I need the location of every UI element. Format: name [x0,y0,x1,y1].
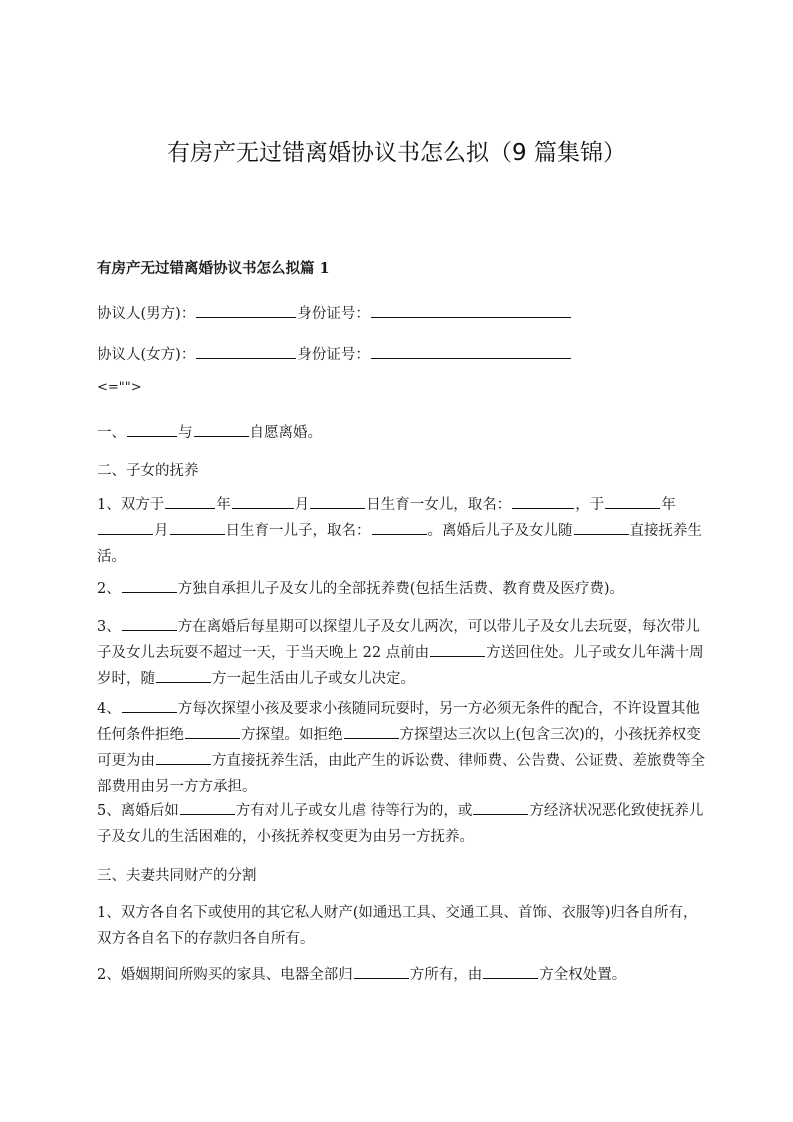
section-three-heading: 三、夫妻共同财产的分割 [97,868,257,884]
item-text: 月 [154,523,169,539]
party-female-label: 协议人(女方)： [97,347,196,363]
id-blank [371,302,571,318]
item-3 [97,614,707,692]
document-title: 有房产无过错离婚协议书怎么拟（9 篇集锦） [167,140,626,166]
item-text: 日生育一女儿，取名： [366,497,512,513]
item-5 [97,798,707,850]
item-text: 4、 [97,701,121,717]
blank [165,493,215,509]
item-text: 年 [661,497,676,513]
item-text: 5、离婚后如 [97,803,179,819]
blank [473,799,528,815]
blank [180,799,235,815]
item-text: 方在离婚后每星期可以探望儿子及女儿两次，可以带儿子及女儿去玩耍，每次带儿子及女儿去玩耍不超过一天，于当天晚上 22 点前由 [97,619,700,661]
property-item-2 [97,962,707,988]
item-text: 方每次探望小孩及要求小孩随同玩耍时，另一方必须无条件的配合，不许设置其他任何条件拒绝 [97,701,700,743]
blank [605,493,660,509]
item-text: ，于 [575,497,605,513]
clause-text: 自愿离婚。 [249,425,322,441]
item-text: 方所有，由 [409,967,483,983]
id-blank [371,343,571,359]
item-text: 方探望。如拒绝 [241,727,343,743]
blank [372,519,427,535]
clause-one [97,421,707,443]
blank [344,723,399,739]
blank [156,749,211,765]
item-text: 1、双方于 [97,497,165,513]
party-male-label: 协议人(男方)： [97,306,196,322]
blank [122,697,177,713]
item-text: 直接抚养生活。 [97,523,702,565]
section-two-heading: 二、子女的抚养 [97,463,199,479]
item-text: 2、婚姻期间所购买的家具、电器全部归 [97,967,353,983]
item-2 [97,576,707,602]
item-text: 方探望达三次以上(包含三次)的，小孩抚养权变可更为由 [97,727,701,769]
clause-text: 与 [178,425,193,441]
item-text: 。离婚后儿子及女儿随 [427,523,573,539]
item-4 [97,696,707,800]
blank [483,963,538,979]
stray-markup: <=""> [97,380,142,395]
item-text: 方全权处置。 [539,967,627,983]
property-item-1: 1、双方各自名下或使用的其它私人财产(如通迅工具、交通工具、首饰、衣服等)归各自所有，双方各自名下的存款归各自所有。 [97,905,698,947]
item-text: 方经济状况恶化致使抚养儿子及女儿的生活困难的，小孩抚养权变更为由另一方抚养。 [97,803,704,845]
blank [354,963,409,979]
blank [232,493,294,509]
id-label: 身份证号： [297,306,370,322]
item-text: 方有对儿子或女儿虐 待等行为的，或 [235,803,473,819]
blank [194,421,249,437]
party-male-line [97,302,707,324]
blank [310,493,365,509]
item-text: 2、 [97,581,121,597]
blank [170,519,225,535]
clause-text: 一、 [97,425,126,441]
blank [98,519,153,535]
item-text: 方直接抚养生活，由此产生的诉讼费、律师费、公告费、公证费、差旅费等全部费用由另一方方承担。 [97,753,705,795]
item-text: 日生育一儿子，取名： [225,523,371,539]
blank [185,723,240,739]
id-label: 身份证号： [297,347,370,363]
name-blank [196,302,296,318]
item-text: 方一起生活由儿子或女儿决定。 [212,671,415,687]
item-text: 3、 [97,619,121,635]
party-female-line [97,343,707,365]
blank [430,641,485,657]
item-text: 月 [294,497,310,513]
item-text: 方送回住处。儿子或女儿年满十周岁时，随 [97,645,704,687]
item-1 [97,492,707,570]
name-blank [196,343,296,359]
blank [574,519,629,535]
blank [122,577,177,593]
blank [512,493,574,509]
item-text: 年 [216,497,231,513]
blank [122,615,177,631]
blank [127,421,177,437]
section-heading: 有房产无过错离婚协议书怎么拟篇 1 [97,260,330,277]
item-text: 方独自承担儿子及女儿的全部抚养费(包括生活费、教育费及医疗费)。 [177,581,625,597]
blank [156,667,211,683]
